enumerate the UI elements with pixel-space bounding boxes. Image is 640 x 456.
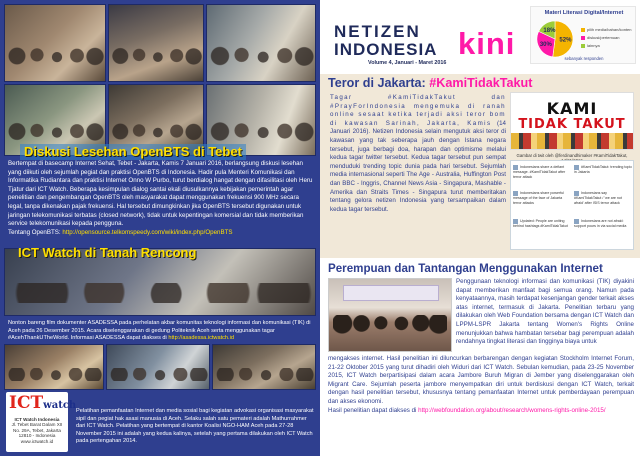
legend-item-1: pilih media/bahan/konten (581, 27, 631, 32)
tweet-4: #KamiTidakTakut: trending topic in Jakarta (574, 165, 633, 174)
tweet-5: Indonesians say #KamiTidakTakut / 'we are not afraid' after ISIS terror attack (574, 191, 622, 205)
tanah-rencong-title: ICT Watch di Tanah Rencong (18, 245, 197, 260)
teror-body-text: (14 Januari 2016). Netizen Indonesia selain mengutuk aksi teror di kawasan yang tak seberapa jauh dengan Istana negara tersebut, juga berbagi doa, harapan dan optimisme melalui kedua tagar twitter tersebut. Kedua tagar tersebut pun sempat menduduki trending topic dunia pada hari tersebut. Sejumlah media internasional seperti The Age - Australia, Huffington Post dan BBC - Inggris, Channel News Asia - Singapura, Mashable - Amerika dan Straits Times - Singapura turut memberitakan tentang gelora netizen Indonesia yang tersampaikan dalam kedua tagar tersebut. (330, 119, 506, 213)
kami-image-caption: Gambar di twit oleh @ferdinandhimaker #KamiTidakTakut, (516, 153, 628, 158)
photo-discussion-3 (206, 4, 316, 82)
tweet-1: Indonesians share a defiant message. #KamiTidakTakut after terror attack (513, 165, 566, 179)
pie-label-2: 30% (539, 42, 552, 49)
infographic-literasi (530, 6, 636, 64)
tanah-rencong-caption-text: Nonton bareng film dokumenter ASADESSA pada perhelatan akbar komunitas teknologi informasi dan komunikasi (TIK) di Aceh pada 26 Desember 2015. Acara diselenggarakan di gedung Politeknik Aceh serta menggunakan tagar #AcehThankUTheWorld. Informasi ASADESSA dapat diakses di (8, 320, 311, 342)
tweet-3: Updated: People are uniting behind hashtags #KamiTidakTakut (513, 219, 568, 228)
pelatihan-caption: Pelatihan pemanfaatan Internet dan media sosial bagi kegiatan advokasi organisasi masyarakat sipil dan pegiat hak asasi manusia di Aceh. Selaku salah satu pemateri adalah Mathurrahmer dari ICT Watch. Pelatihan yang bertempat di kantor Koalisi NGO-HAM Aceh pada 27-28 November 2015 ini adalah yang kedua kalinya, setelah yang pertama dilakukan oleh ICT Watch pada pertengahan 2014. (76, 408, 314, 445)
ict-watch-logo (6, 392, 77, 452)
lesehan-body (8, 160, 314, 237)
kami-image-text-2: TIDAK TAKUT (518, 117, 626, 132)
tweet-6: Indonesians are not afraid: support pours in via social media (574, 219, 627, 228)
infographic-footer: sebanyak responden (564, 56, 604, 61)
perempuan-title: Perempuan dan Tantangan Menggunakan Internet (328, 262, 603, 275)
masthead-kini: kini (458, 26, 516, 61)
perempuan-link-label: Hasil penelitian dapat diakses di (328, 406, 417, 414)
kami-image-text-1: KAMI (546, 99, 598, 118)
asadessa-link[interactable]: http://asadessa.ictwatch.id (168, 335, 234, 342)
ict-watch-mark: ICTwatch (9, 393, 77, 413)
ict-watch-address: Jl. Tebet Barat Dalam XII No. 29A, Tebet, Jakarta 12810 - Indonesia (11, 422, 63, 439)
lesehan-link[interactable]: http://opensource.telkomspeedy.com/wiki/index.php/OpenBTS (62, 228, 233, 236)
masthead (334, 16, 534, 72)
tweet-2: Indonesians share powerful message of the face of Jakarta terror attacks (513, 191, 564, 205)
photo-training-2 (106, 344, 210, 390)
perempuan-body-top: Penggunaan teknologi informasi dan komunikasi (TIK) diyakini dapat memberikan manfaat bagi semua orang. Namun pada kenyataannya, masih terdapat kesenjangan gender terkait akses atas internet, termasuk di Jakarta. Penelitian terbaru yang dilakukan oleh Web Foundation bersama dengan ICT Watch dan LPPM-LSPR Jakarta tentang Women's Rights Online menunjukkan bahwa hambatan tersebar bagi perempuan adalah rendahnya tingkat literasi dan tingginya biaya untuk (456, 278, 634, 346)
lesehan-link-label: Tentang OpenBTS: (8, 228, 61, 236)
photo-discussion-1 (4, 4, 106, 82)
masthead-indonesia: INDONESIA (334, 40, 438, 59)
pie-label-3: 18% (543, 28, 556, 35)
masthead-volume: Volume 4, Januari - Maret 2016 (368, 60, 447, 66)
women-photo (328, 278, 452, 352)
lesehan-title: Diskusi Lesehan OpenBTS di Tebet (20, 144, 246, 160)
tweet-collage (510, 160, 634, 250)
pie-label-1: 52% (559, 37, 572, 44)
ict-watch-site: www.ictwatch.id (20, 438, 54, 444)
right-page (320, 0, 640, 456)
kami-tidak-takut-image (510, 92, 634, 150)
teror-body (330, 94, 506, 214)
perempuan-body-bottom-text: mengakses internet. Hasil penelitian ini diluncurkan berbarengan dengan kegiatan Stockholm Internet Forum, 21-22 Oktober 2015 yang turut dihadiri oleh Widuri dari ICT Watch. Sebulan kemudian, pada 23-25 November 2015, ICT Watch berpartisipasi dalam acara Jambore Buruh Migran di Jember yang diselenggarakan oleh Migrant Care. Sejumlah peserta jambore menyempatkan diri untuk berdiskusi dengan ICT Watch, terkait dengan hasil penelitian tersebut, khususnya tentang pemanfaatan Internet untuk pemberdayaan perempuan dan akses ekonomi. (328, 355, 634, 405)
teror-title (328, 76, 532, 90)
teror-lead: Tagar #KamiTidakTakut dan #PrayForIndonesia mengemuka di ranah online sesaat ketika terjadi aksi teror bom di kawasan Sarinah, Jakarta, Kamis (330, 94, 506, 127)
photo-training-3 (212, 344, 316, 390)
masthead-netizen: NETIZEN (334, 22, 421, 41)
photo-discussion-2 (108, 4, 204, 82)
pie-chart (533, 19, 577, 59)
lesehan-body-text: Bertempat di basecamp Internet Sehat, Tebet - Jakarta, Kamis 7 Januari 2016, berlangsung diskusi lesehan yang diikuti oleh sejumlah pegiat dan praktisi OpenBTS di Indonesia. Hadir pula Menteri Komunikasi dan Informatika Rudiantara dan praktisi Internet Onno W Purbo, turut berdialog hangat dengan difasilitasi oleh Heru Tjatur dari ICT Watch. Beberapa kesimpulan dialog santai ekali diusulkannya kebijakan pemerintah agar penelitian dan pengembangan OpenBTS oleh masyarakat dapat menggunakan frekuensi 900 MHz secara legal, tanpa dikenakan pajak frekuensi. Hal tersebut dimungkinkan jika OpenBTS tersebut digunakan untuk jaringan telekomunikasi terbatas (closed network), tidak untuk kepentingan komersial dan tidak memberikan service telekomunikasi kepada pengguna. (8, 160, 313, 228)
infographic-title: Materi Literasi Digital/Internet (544, 10, 624, 16)
perempuan-body-bottom (328, 355, 634, 415)
legend-item-3: lainnya (581, 43, 600, 48)
teror-title-hashtag: #KamiTidakTakut (429, 76, 533, 90)
legend-item-2: diskusi/pertemuan (581, 35, 619, 40)
tanah-rencong-caption (8, 320, 316, 343)
photo-training-1 (4, 344, 104, 390)
ict-watch-org: ICT Watch Indonesia (14, 417, 60, 422)
perempuan-link[interactable]: http://webfoundation.org/about/research/womens-rights-online-2015/ (418, 406, 606, 414)
teror-title-plain: Teror di Jakarta: (328, 76, 430, 90)
